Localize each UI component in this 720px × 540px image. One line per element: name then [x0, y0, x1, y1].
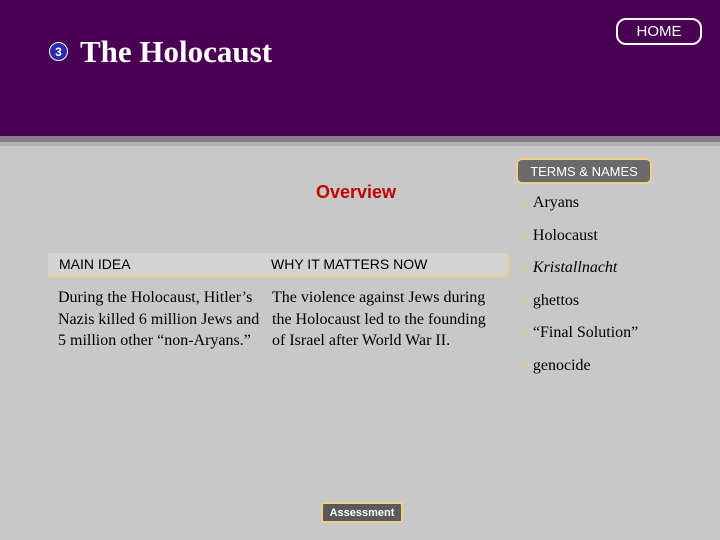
term-item-final-solution[interactable]: [522, 316, 638, 349]
main-idea-header: MAIN IDEA: [48, 253, 271, 277]
header-divider-light: [0, 142, 720, 146]
term-item-aryans[interactable]: [522, 186, 638, 219]
bullet-icon: •: [522, 259, 527, 276]
term-label: “Final Solution”: [532, 324, 639, 342]
term-item-ghettos[interactable]: [522, 284, 638, 317]
terms-and-names-label: TERMS & NAMES: [516, 158, 652, 184]
bullet-icon: •: [522, 324, 527, 341]
term-item-genocide[interactable]: [522, 349, 638, 382]
term-label: genocide: [532, 356, 591, 374]
term-item-kristallnacht[interactable]: [522, 251, 638, 284]
home-button[interactable]: HOME: [616, 18, 702, 45]
main-idea-text: During the Holocaust, Hitler’s Nazis killed 6 million Jews and 5 million other “non-Aryans.”: [58, 289, 260, 349]
bullet-icon: •: [522, 194, 527, 210]
page-title: The Holocaust: [80, 34, 273, 69]
bullet-icon: •: [522, 356, 527, 373]
bullet-icon: •: [522, 291, 527, 308]
term-label: Kristallnacht: [532, 259, 618, 277]
overview-heading: Overview: [316, 182, 397, 202]
term-label: ghettos: [532, 291, 580, 309]
assessment-button[interactable]: Assessment: [321, 502, 403, 523]
terms-list: [522, 186, 638, 382]
term-label: Aryans: [532, 194, 580, 211]
section-number-badge: 3: [49, 42, 68, 61]
term-label: Holocaust: [532, 226, 598, 244]
why-it-matters-text: The violence against Jews during the Holocaust led to the founding of Israel after World War II.: [272, 289, 486, 349]
bullet-icon: •: [522, 226, 527, 243]
why-it-matters-header: WHY IT MATTERS NOW: [258, 253, 509, 277]
term-item-holocaust[interactable]: [522, 219, 638, 252]
